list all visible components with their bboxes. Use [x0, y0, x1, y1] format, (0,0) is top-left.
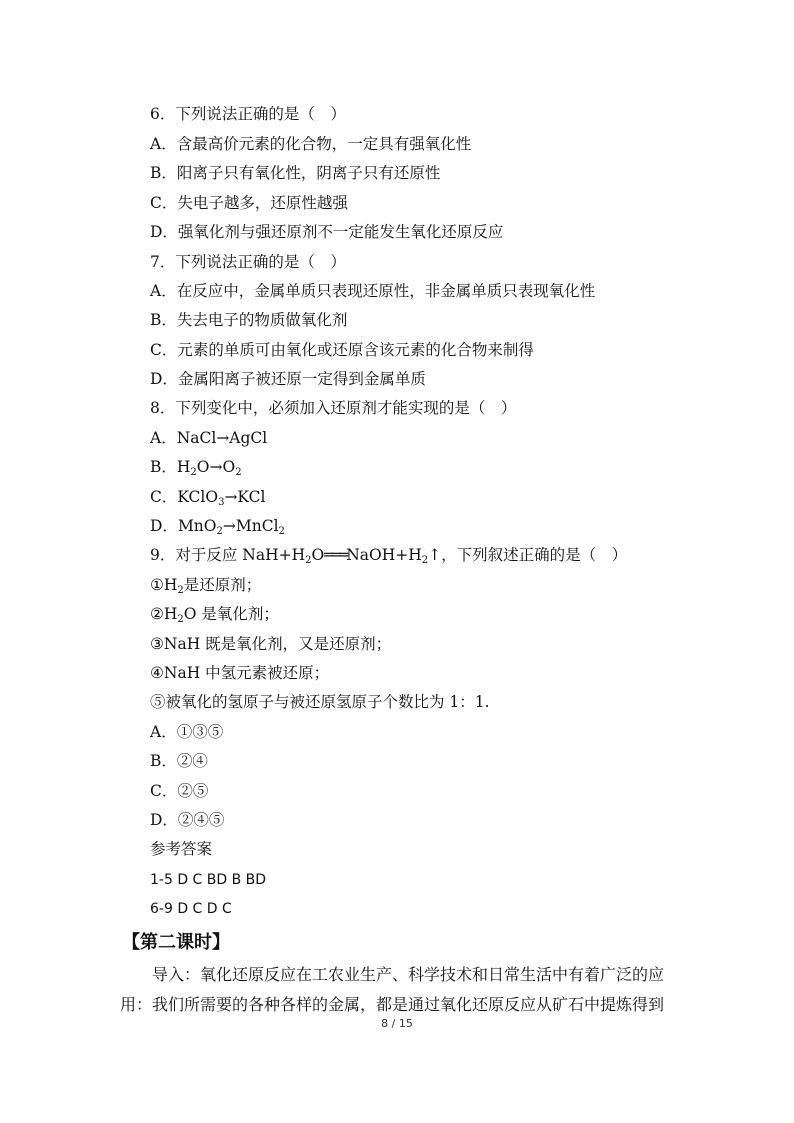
- q6-stem: 6．下列说法正确的是（ ）: [150, 105, 346, 123]
- answers-heading: 参考答案: [150, 840, 213, 858]
- q9-stem: 9．对于反应 $NaH+H_2O═══NaOH+H_2↑$，下列叙述正确的是（ ）: [150, 546, 628, 566]
- q8-stem: 8．下列变化中，必须加入还原剂才能实现的是（ ）: [150, 399, 517, 417]
- q9-statement-3: ③NaH 既是氧化剂，又是还原剂；: [150, 635, 392, 653]
- q6-option-d: D．强氧化剂与强还原剂不一定能发生氧化还原反应: [150, 223, 504, 241]
- q9-option-c: C．②⑤: [150, 782, 209, 800]
- intro-line-1: 导入：氧化还原反应在工农业生产、科学技术和日常生活中有着广泛的应: [152, 965, 665, 984]
- q9-option-d: D．②④⑤: [150, 811, 225, 829]
- intro-paragraph: [120, 960, 680, 1020]
- q8-option-d: D．MnO$_2$→MnCl$_2$: [150, 517, 285, 537]
- q8-option-a: A．NaCl→AgCl: [150, 429, 268, 447]
- q9-option-b: B．②④: [150, 752, 208, 770]
- q7-option-a: A．在反应中，金属单质只表现还原性，非金属单质只表现氧化性: [150, 282, 596, 300]
- q6-option-b: B．阳离子只有氧化性，阴离子只有还原性: [150, 164, 441, 182]
- answers-line-2: 6-9 D C D C: [150, 901, 232, 917]
- q9-statement-2: $②H_2O$ 是氧化剂；: [150, 605, 279, 625]
- q9-statement-1: $①H_2$是还原剂；: [150, 576, 262, 596]
- q7-stem: 7．下列说法正确的是（ ）: [150, 253, 346, 271]
- q7-option-d: D．金属阳离子被还原一定得到金属单质: [150, 370, 426, 388]
- q6-option-a: A．含最高价元素的化合物，一定具有强氧化性: [150, 135, 472, 153]
- section-title: 【第二课时】: [122, 932, 230, 953]
- q7-option-c: C．元素的单质可由氧化或还原含该元素的化合物来制得: [150, 341, 534, 359]
- q6-option-c: C．失电子越多，还原性越强: [150, 194, 348, 212]
- q9-option-a: A．①③⑤: [150, 723, 224, 741]
- q7-option-b: B．失去电子的物质做氧化剂: [150, 311, 348, 329]
- q8-option-b: B．$H_2O\to O_2$: [150, 458, 242, 478]
- intro-line-2: 用：我们所需要的各种各样的金属，都是通过氧化还原反应从矿石中提炼得到: [120, 995, 665, 1014]
- answers-line-1: 1-5 D C BD B BD: [150, 872, 267, 888]
- page-number: 8 / 15: [381, 1017, 413, 1030]
- q9-statement-5: ⑤被氧化的氢原子与被还原氢原子个数比为 1：1.: [150, 693, 490, 711]
- q9-statement-4: ④NaH 中氢元素被还原；: [150, 664, 330, 682]
- q8-option-c: C．KClO$_3$→KCl: [150, 488, 266, 508]
